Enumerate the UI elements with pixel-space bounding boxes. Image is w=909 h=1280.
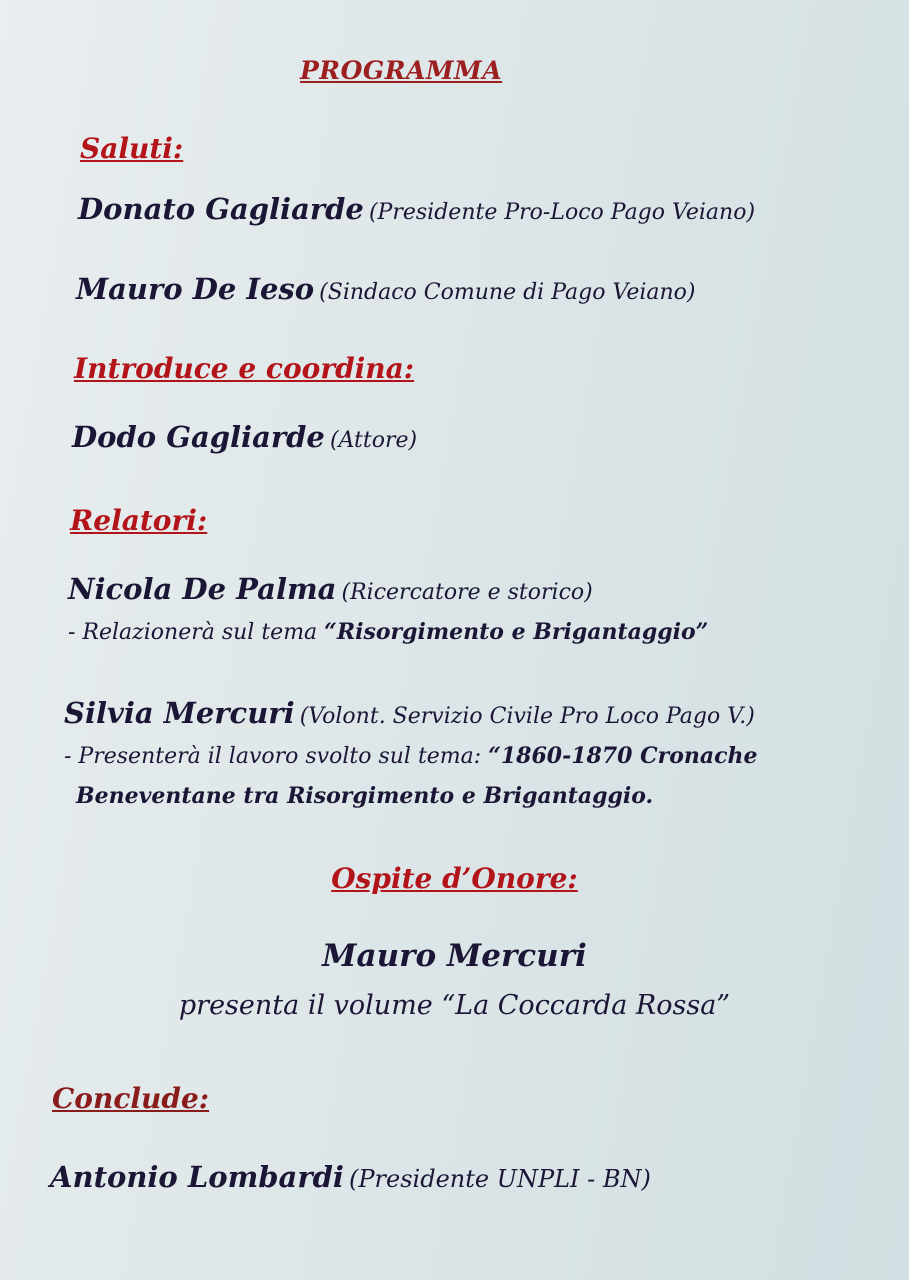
person-role: (Presidente UNPLI - BN) [349,1165,651,1193]
person-name: Dodo Gagliarde [72,420,325,454]
relatore-1 [68,572,593,606]
relatore-2 [64,696,755,730]
conclude-heading: Conclude: [52,1082,210,1115]
person-role: (Attore) [329,428,418,453]
person-name: Mauro De Ieso [76,272,315,306]
desc-prefix: - Presenterà il lavoro svolto sul tema: [64,744,489,769]
person-role: (Sindaco Comune di Pago Veiano) [319,280,696,305]
ospite-heading [0,862,909,895]
person-name: Antonio Lombardi [50,1160,344,1194]
relatori-heading: Relatori: [70,504,208,537]
relatore-2-desc [64,743,758,769]
person-name: Nicola De Palma [68,572,337,606]
conclude-person [50,1160,651,1194]
person-role: (Ricercatore e storico) [341,580,593,605]
introduce-person [72,420,417,454]
person-role: (Volont. Servizio Civile Pro Loco Pago V.) [299,704,755,729]
ospite-name: Mauro Mercuri [322,938,587,974]
page-title: PROGRAMMA [300,56,503,85]
saluti-person-1 [78,192,755,226]
person-name: Donato Gagliarde [78,192,364,226]
desc-topic: “Risorgimento e Brigantaggio” [324,619,709,645]
relatore-2-desc-cont: Beneventane tra Risorgimento e Brigantaggio. [76,783,654,809]
person-role: (Presidente Pro-Loco Pago Veiano) [368,200,756,225]
introduce-heading: Introduce e coordina: [74,352,415,385]
desc-topic-line1: “1860-1870 Cronache [488,743,758,769]
saluti-heading: Saluti: [80,132,184,165]
relatore-1-desc [68,619,708,645]
person-name: Silvia Mercuri [64,696,295,730]
ospite-heading-text: Ospite d’Onore: [331,862,578,895]
ospite-desc: presenta il volume “La Coccarda Rossa” [178,990,731,1021]
desc-prefix: - Relazionerà sul tema [68,620,325,645]
saluti-person-2 [76,272,695,306]
